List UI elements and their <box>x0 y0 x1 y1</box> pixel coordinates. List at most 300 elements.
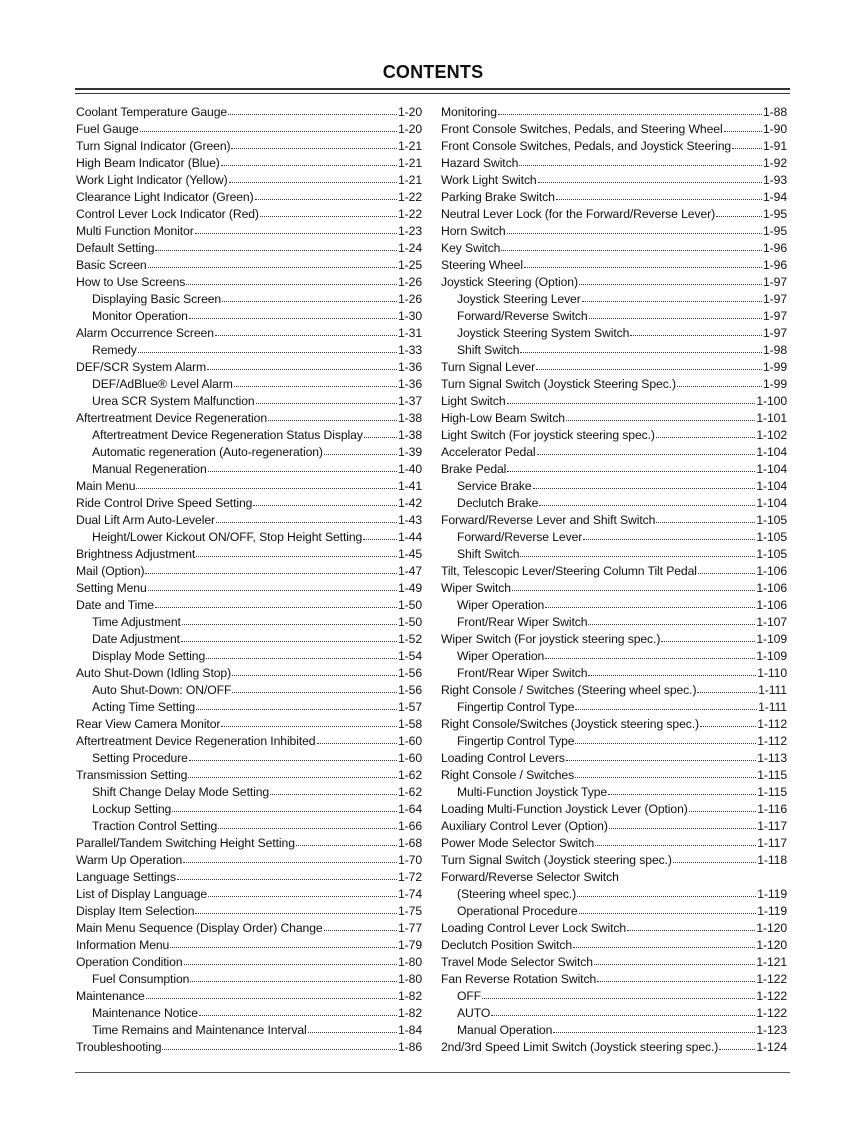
toc-entry-label: Joystick Steering (Option) <box>441 275 578 289</box>
toc-entry-page: 1-97 <box>763 309 787 323</box>
toc-entry-page: 1-105 <box>756 530 787 544</box>
toc-entry-page: 1-104 <box>756 496 787 510</box>
toc-entry-label: Right Console/Switches (Joystick steering spec.) <box>441 717 700 731</box>
toc-entry[interactable] <box>441 325 787 342</box>
toc-entry-label: Turn Signal Switch (Joystick steering spec.) <box>441 853 672 867</box>
toc-entry-page: 1-116 <box>757 802 787 816</box>
toc-entry[interactable] <box>441 172 787 189</box>
toc-entry-label: Dual Lift Arm Auto-Leveler <box>76 513 215 527</box>
toc-entry-page: 1-115 <box>757 768 787 782</box>
toc-entry-page: 1-120 <box>756 921 787 935</box>
toc-entry-page: 1-96 <box>763 258 787 272</box>
dot-leader <box>627 928 755 931</box>
toc-entry[interactable] <box>441 733 787 750</box>
toc-entry-page: 1-104 <box>756 479 787 493</box>
toc-entry[interactable] <box>441 886 787 903</box>
toc-entry[interactable] <box>441 274 787 291</box>
toc-entry-page: 1-80 <box>398 955 422 969</box>
toc-entry-label: Auto Shut-Down (Idling Stop) <box>76 666 232 680</box>
toc-entry[interactable] <box>441 121 787 138</box>
toc-entry[interactable] <box>76 614 422 631</box>
toc-entry[interactable] <box>441 699 787 716</box>
toc-column-left <box>76 104 422 1056</box>
toc-entry-page: 1-20 <box>398 122 422 136</box>
toc-entry[interactable] <box>76 1005 422 1022</box>
toc-entry[interactable] <box>441 835 787 852</box>
dot-leader <box>700 724 756 727</box>
toc-entry[interactable] <box>76 427 422 444</box>
toc-entry[interactable] <box>76 138 422 155</box>
dot-leader <box>538 180 762 183</box>
toc-entry[interactable] <box>76 818 422 835</box>
dot-leader <box>545 656 755 659</box>
dot-leader <box>482 996 755 999</box>
dot-leader <box>190 979 397 982</box>
dot-leader <box>661 639 755 642</box>
dot-leader <box>594 962 755 965</box>
dot-leader <box>208 894 397 897</box>
toc-entry-label: Service Brake <box>457 479 532 493</box>
toc-entry-page: 1-41 <box>398 479 422 493</box>
toc-entry[interactable] <box>441 376 787 393</box>
toc-entry[interactable] <box>76 665 422 682</box>
toc-entry[interactable] <box>441 427 787 444</box>
toc-entry[interactable] <box>441 206 787 223</box>
dot-leader <box>138 350 397 353</box>
toc-entry[interactable] <box>76 325 422 342</box>
toc-entry-page: 1-39 <box>398 445 422 459</box>
toc-entry-page: 1-105 <box>756 513 787 527</box>
toc-entry-label: High Beam Indicator (Blue) <box>76 156 220 170</box>
toc-entry[interactable] <box>76 886 422 903</box>
toc-entry[interactable] <box>76 376 422 393</box>
dot-leader <box>630 333 762 336</box>
dot-leader <box>186 282 397 285</box>
toc-entry[interactable] <box>76 699 422 716</box>
toc-entry[interactable] <box>441 257 787 274</box>
toc-entry-label: Brightness Adjustment <box>76 547 196 561</box>
toc-entry[interactable] <box>76 563 422 580</box>
toc-entry[interactable] <box>441 614 787 631</box>
toc-entry[interactable] <box>441 801 787 818</box>
toc-entry-page: 1-66 <box>398 819 422 833</box>
toc-entry-page: 1-36 <box>398 360 422 374</box>
toc-entry-label: Front Console Switches, Pedals, and Steering Wheel <box>441 122 723 136</box>
toc-entry[interactable] <box>76 988 422 1005</box>
toc-entry[interactable] <box>76 155 422 172</box>
toc-entry[interactable] <box>441 631 787 648</box>
toc-entry[interactable] <box>441 342 787 359</box>
toc-entry-page: 1-122 <box>756 1006 787 1020</box>
toc-entry-label: Forward/Reverse Switch <box>457 309 588 323</box>
toc-entry[interactable] <box>76 1022 422 1039</box>
toc-entry[interactable] <box>441 954 787 971</box>
toc-entry-page: 1-38 <box>398 411 422 425</box>
toc-entry-page: 1-30 <box>398 309 422 323</box>
toc-entry-page: 1-40 <box>398 462 422 476</box>
toc-entry-label: Front/Rear Wiper Switch <box>457 615 588 629</box>
toc-entry-page: 1-62 <box>398 785 422 799</box>
toc-entry-label: DEF/AdBlue® Level Alarm <box>92 377 233 391</box>
toc-entry-label: Horn Switch <box>441 224 506 238</box>
toc-entry[interactable] <box>441 138 787 155</box>
toc-entry-page: 1-106 <box>756 581 787 595</box>
toc-entry-page: 1-49 <box>398 581 422 595</box>
toc-entry[interactable] <box>76 682 422 699</box>
toc-entry-label: Shift Switch <box>457 343 520 357</box>
toc-entry[interactable] <box>76 393 422 410</box>
toc-entry[interactable] <box>441 393 787 410</box>
toc-entry-page: 1-26 <box>398 292 422 306</box>
toc-entry-label: Right Console / Switches (Steering wheel spec.) <box>441 683 697 697</box>
toc-entry-label: Control Lever Lock Indicator (Red) <box>76 207 259 221</box>
toc-entry-label: Fuel Gauge <box>76 122 139 136</box>
toc-entry[interactable] <box>76 937 422 954</box>
toc-entry[interactable] <box>441 869 787 886</box>
toc-entry[interactable] <box>441 461 787 478</box>
dot-leader <box>575 775 756 778</box>
dot-leader <box>155 248 397 251</box>
toc-entry-label: Language Settings <box>76 870 176 884</box>
toc-entry-label: Height/Lower Kickout ON/OFF, Stop Height Setting <box>92 530 363 544</box>
toc-entry[interactable] <box>76 920 422 937</box>
toc-entry-label: Declutch Position Switch <box>441 938 573 952</box>
dot-leader <box>296 843 397 846</box>
toc-entry[interactable] <box>441 308 787 325</box>
toc-entry[interactable] <box>76 903 422 920</box>
toc-entry-label: Shift Switch <box>457 547 520 561</box>
dot-leader <box>588 622 755 625</box>
dot-leader <box>189 758 397 761</box>
toc-entry-label: Turn Signal Switch (Joystick Steering Spec.) <box>441 377 676 391</box>
toc-entry[interactable] <box>76 342 422 359</box>
toc-entry-page: 1-96 <box>763 241 787 255</box>
toc-entry-label: List of Display Language <box>76 887 208 901</box>
toc-entry-page: 1-107 <box>756 615 787 629</box>
toc-entry-page: 1-99 <box>763 377 787 391</box>
toc-entry-label: Wiper Switch (For joystick steering spec.) <box>441 632 661 646</box>
toc-entry[interactable] <box>441 478 787 495</box>
toc-entry[interactable] <box>441 665 787 682</box>
toc-entry-page: 1-118 <box>757 853 787 867</box>
toc-entry[interactable] <box>76 801 422 818</box>
toc-entry[interactable] <box>76 308 422 325</box>
toc-entry-page: 1-93 <box>763 173 787 187</box>
toc-entry[interactable] <box>441 682 787 699</box>
toc-entry-page: 1-56 <box>398 683 422 697</box>
toc-entry-label: Auto Shut-Down: ON/OFF <box>92 683 232 697</box>
toc-entry-page: 1-95 <box>763 207 787 221</box>
toc-entry-page: 1-97 <box>763 292 787 306</box>
toc-entry[interactable] <box>441 988 787 1005</box>
toc-entry-label: Turn Signal Indicator (Green) <box>76 139 231 153</box>
dot-leader <box>199 1013 397 1016</box>
toc-entry[interactable] <box>76 631 422 648</box>
toc-entry-label: Parking Brake Switch <box>441 190 555 204</box>
toc-entry-label: Multi-Function Joystick Type <box>457 785 608 799</box>
toc-entry-page: 1-102 <box>756 428 787 442</box>
toc-entry[interactable] <box>441 971 787 988</box>
toc-entry[interactable] <box>441 767 787 784</box>
toc-entry[interactable] <box>76 189 422 206</box>
toc-entry-page: 1-101 <box>756 411 787 425</box>
toc-entry[interactable] <box>441 852 787 869</box>
toc-entry[interactable] <box>76 733 422 750</box>
toc-entry[interactable] <box>76 461 422 478</box>
toc-entry[interactable] <box>76 852 422 869</box>
toc-entry[interactable] <box>76 410 422 427</box>
toc-entry[interactable] <box>441 189 787 206</box>
toc-entry[interactable] <box>76 121 422 138</box>
dot-leader <box>719 1047 755 1050</box>
toc-entry[interactable] <box>76 1039 422 1056</box>
toc-entry[interactable] <box>441 903 787 920</box>
toc-entry-page: 1-37 <box>398 394 422 408</box>
dot-leader <box>537 452 756 455</box>
dot-leader <box>724 129 762 132</box>
toc-entry-page: 1-42 <box>398 496 422 510</box>
dot-leader <box>579 911 757 914</box>
dot-leader <box>582 299 762 302</box>
toc-entry-label: Warm Up Operation <box>76 853 183 867</box>
dot-leader <box>732 146 762 149</box>
toc-entry[interactable] <box>441 529 787 546</box>
dot-leader <box>324 928 397 931</box>
toc-entry-page: 1-54 <box>398 649 422 663</box>
toc-entry-page: 1-70 <box>398 853 422 867</box>
toc-entry-page: 1-36 <box>398 377 422 391</box>
toc-entry-page: 1-20 <box>398 105 422 119</box>
dot-leader <box>716 214 762 217</box>
toc-entry-label: Time Remains and Maintenance Interval <box>92 1023 307 1037</box>
toc-entry[interactable] <box>441 818 787 835</box>
dot-leader <box>588 673 756 676</box>
toc-entry[interactable] <box>441 546 787 563</box>
toc-entry[interactable] <box>441 495 787 512</box>
dot-leader <box>501 248 762 251</box>
toc-entry[interactable] <box>441 920 787 937</box>
toc-entry[interactable] <box>441 1039 787 1056</box>
toc-entry-label: Remedy <box>92 343 137 357</box>
toc-entry-label: DEF/SCR System Alarm <box>76 360 207 374</box>
dot-leader <box>184 962 397 965</box>
toc-entry-page: 1-23 <box>398 224 422 238</box>
toc-entry[interactable] <box>441 716 787 733</box>
dot-leader <box>253 503 397 506</box>
toc-entry[interactable] <box>76 648 422 665</box>
toc-entry-label: Display Mode Setting <box>92 649 206 663</box>
toc-entry[interactable] <box>76 971 422 988</box>
toc-entry-label: Automatic regeneration (Auto-regeneration) <box>92 445 323 459</box>
toc-entry-label: Wiper Operation <box>457 598 545 612</box>
dot-leader <box>575 741 756 744</box>
toc-entry[interactable] <box>76 478 422 495</box>
dot-leader <box>183 860 397 863</box>
toc-entry[interactable] <box>441 240 787 257</box>
toc-entry[interactable] <box>441 597 787 614</box>
toc-entry-label: Fan Reverse Rotation Switch <box>441 972 597 986</box>
toc-entry-label: Fingertip Control Type <box>457 734 575 748</box>
toc-entry[interactable] <box>441 410 787 427</box>
dot-leader <box>697 690 757 693</box>
toc-entry-label: Power Mode Selector Switch <box>441 836 595 850</box>
toc-entry-page: 1-97 <box>763 326 787 340</box>
toc-entry[interactable] <box>76 750 422 767</box>
toc-entry[interactable] <box>441 1005 787 1022</box>
dot-leader <box>195 911 397 914</box>
toc-entry[interactable] <box>76 716 422 733</box>
toc-entry[interactable] <box>76 767 422 784</box>
toc-entry[interactable] <box>76 529 422 546</box>
toc-entry[interactable] <box>76 240 422 257</box>
toc-entry-label: Lockup Setting <box>92 802 172 816</box>
toc-entry[interactable] <box>76 444 422 461</box>
toc-entry-page: 1-43 <box>398 513 422 527</box>
dot-leader <box>324 452 397 455</box>
toc-entry-page: 1-109 <box>756 632 787 646</box>
toc-entry-page: 1-106 <box>756 564 787 578</box>
toc-entry[interactable] <box>441 580 787 597</box>
toc-entry-label: Date Adjustment <box>92 632 180 646</box>
toc-entry-page: 1-124 <box>756 1040 787 1054</box>
dot-leader <box>208 469 397 472</box>
dot-leader <box>216 520 397 523</box>
toc-entry-label: Fuel Consumption <box>92 972 190 986</box>
toc-entry[interactable] <box>441 104 787 121</box>
toc-entry-page: 1-105 <box>756 547 787 561</box>
toc-entry[interactable] <box>76 359 422 376</box>
toc-entry-label: Aftertreatment Device Regeneration Inhibited <box>76 734 316 748</box>
toc-entry-label: Parallel/Tandem Switching Height Setting <box>76 836 295 850</box>
toc-entry-page: 1-68 <box>398 836 422 850</box>
dot-leader <box>172 809 397 812</box>
toc-entry[interactable] <box>441 648 787 665</box>
dot-leader <box>566 758 756 761</box>
dot-leader <box>146 996 397 999</box>
toc-entry-label: Manual Regeneration <box>92 462 207 476</box>
toc-entry-page: 1-115 <box>757 785 787 799</box>
dot-leader <box>507 401 756 404</box>
toc-entry[interactable] <box>76 835 422 852</box>
dot-leader <box>177 877 397 880</box>
dot-leader <box>231 146 397 149</box>
toc-entry[interactable] <box>441 444 787 461</box>
toc-entry[interactable] <box>76 869 422 886</box>
dot-leader <box>524 265 762 268</box>
toc-entry[interactable] <box>76 546 422 563</box>
dot-leader <box>229 180 397 183</box>
toc-entry-label: Loading Control Levers <box>441 751 565 765</box>
title-rule-thin <box>75 93 790 94</box>
toc-entry-label: Declutch Brake <box>457 496 539 510</box>
dot-leader <box>206 656 397 659</box>
toc-entry[interactable] <box>76 954 422 971</box>
dot-leader <box>182 622 397 625</box>
toc-entry[interactable] <box>76 223 422 240</box>
toc-entry-label: How to Use Screens <box>76 275 186 289</box>
toc-entry-label: (Steering wheel spec.) <box>457 887 577 901</box>
toc-entry-page: 1-45 <box>398 547 422 561</box>
toc-entry-page: 1-21 <box>398 156 422 170</box>
toc-entry[interactable] <box>76 274 422 291</box>
toc-entry[interactable] <box>76 291 422 308</box>
toc-entry[interactable] <box>76 784 422 801</box>
toc-entry[interactable] <box>76 257 422 274</box>
toc-entry[interactable] <box>441 155 787 172</box>
toc-entry-label: High-Low Beam Switch <box>441 411 565 425</box>
dot-leader <box>162 1047 397 1050</box>
toc-entry[interactable] <box>76 580 422 597</box>
toc-entry-label: Turn Signal Lever <box>441 360 536 374</box>
toc-entry-label: Setting Procedure <box>92 751 188 765</box>
toc-entry[interactable] <box>441 223 787 240</box>
toc-entry-label: Rear View Camera Monitor <box>76 717 221 731</box>
dot-leader <box>689 809 757 812</box>
toc-entry[interactable] <box>441 291 787 308</box>
toc-entry[interactable] <box>441 563 787 580</box>
toc-entry-label: Accelerator Pedal <box>441 445 536 459</box>
toc-entry-label: Urea SCR System Malfunction <box>92 394 255 408</box>
dot-leader <box>148 588 397 591</box>
dot-leader <box>222 299 397 302</box>
toc-entry-label: Brake Pedal <box>441 462 507 476</box>
toc-entry[interactable] <box>76 512 422 529</box>
dot-leader <box>221 724 397 727</box>
dot-leader <box>566 418 755 421</box>
toc-entry[interactable] <box>76 206 422 223</box>
toc-entry-page: 1-47 <box>398 564 422 578</box>
toc-entry-label: Traction Control Setting <box>92 819 218 833</box>
toc-entry-page: 1-21 <box>398 173 422 187</box>
toc-entry-page: 1-22 <box>398 190 422 204</box>
toc-entry-label: Aftertreatment Device Regeneration Status Display <box>92 428 363 442</box>
toc-entry[interactable] <box>76 495 422 512</box>
toc-entry[interactable] <box>76 104 422 121</box>
dot-leader <box>520 350 762 353</box>
toc-entry[interactable] <box>441 512 787 529</box>
dot-leader <box>589 316 762 319</box>
dot-leader <box>579 282 762 285</box>
toc-entry[interactable] <box>441 359 787 376</box>
toc-entry[interactable] <box>441 784 787 801</box>
toc-entry-page: 1-26 <box>398 275 422 289</box>
dot-leader <box>196 707 397 710</box>
toc-entry-label: Default Setting <box>76 241 155 255</box>
dot-leader <box>656 520 755 523</box>
toc-entry-page: 1-24 <box>398 241 422 255</box>
toc-entry[interactable] <box>76 597 422 614</box>
toc-entry[interactable] <box>441 1022 787 1039</box>
toc-entry-label: Operation Condition <box>76 955 183 969</box>
dot-leader <box>232 673 397 676</box>
dot-leader <box>539 503 755 506</box>
toc-entry-label: Key Switch <box>441 241 501 255</box>
toc-entry-page: 1-79 <box>398 938 422 952</box>
toc-entry-page: 1-31 <box>398 326 422 340</box>
toc-entry[interactable] <box>441 937 787 954</box>
toc-entry-page: 1-94 <box>763 190 787 204</box>
toc-entry-page: 1-111 <box>758 683 787 697</box>
dot-leader <box>556 197 762 200</box>
toc-entry[interactable] <box>76 172 422 189</box>
toc-entry-page: 1-75 <box>398 904 422 918</box>
dot-leader <box>228 112 397 115</box>
dot-leader <box>145 571 397 574</box>
toc-entry[interactable] <box>441 750 787 767</box>
page-title: CONTENTS <box>382 62 484 82</box>
toc-entry-label: Work Light Switch <box>441 173 537 187</box>
toc-entry-label: Ride Control Drive Speed Setting <box>76 496 253 510</box>
